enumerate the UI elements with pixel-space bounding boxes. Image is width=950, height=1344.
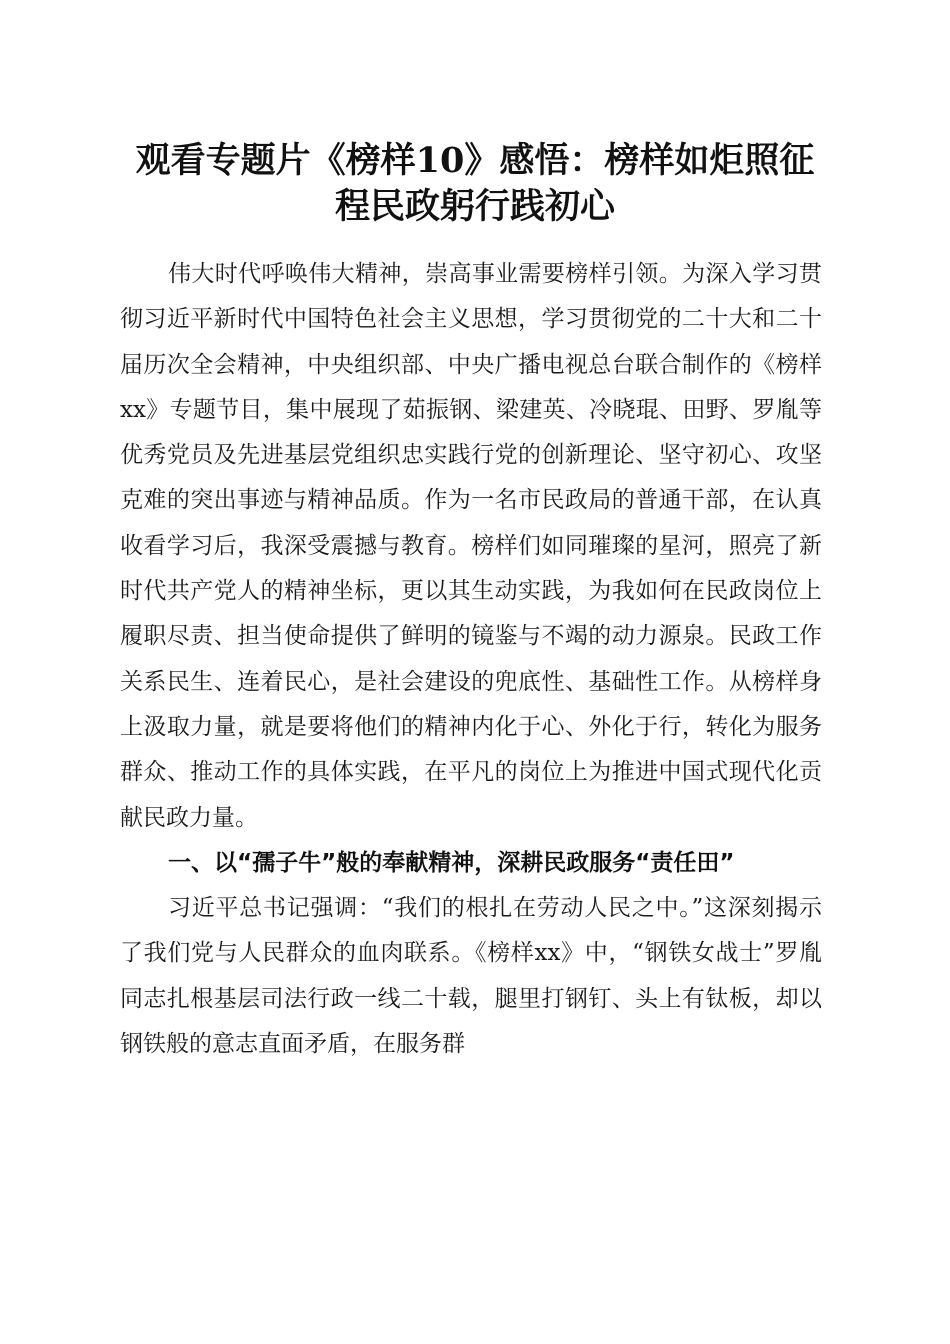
intro-paragraph: 伟大时代呼唤伟大精神，崇高事业需要榜样引领。为深入学习贯彻习近平新时代中国特色社会主义思想，学习贯彻党的二十大和二十届历次全会精神，中央组织部、中央广播电视总台联合制作的《榜样xx》专题节目，集中展现了茹振钢、梁建英、冷晓琨、田野、罗胤等优秀党员及先进基层党组织忠实践行党的创新理论、坚守初心、攻坚克难的突出事迹与精神品质。作为一名市民政局的普通干部，在认真收看学习后，我深受震撼与教育。榜样们如同璀璨的星河，照亮了新时代共产党人的精神坐标，更以其生动实践，为我如何在民政岗位上履职尽责、担当使命提供了鲜明的镜鉴与不竭的动力源泉。民政工作关系民生、连着民心，是社会建设的兜底性、基础性工作。从榜样身上汲取力量，就是要将他们的精神内化于心、外化于行，转化为服务群众、推动工作的具体实践，在平凡的岗位上为推进中国式现代化贡献民政力量。 (120, 261, 822, 831)
title-line-1: 观看专题片《榜样10》感悟：榜样如炬照征 (135, 140, 815, 181)
section-heading-1: 一、以“孺子牛”般的奉献精神，深耕民政服务“责任田” (168, 849, 735, 876)
document-body (120, 252, 822, 1067)
document-title (100, 138, 850, 230)
section-1-paragraph: 习近平总书记强调：“我们的根扎在劳动人民之中。”这深刻揭示了我们党与人民群众的血肉联系。《榜样xx》中，“钢铁女战士”罗胤同志扎根基层司法行政一线二十载，腿里打钢钉、头上有钛板，却以钢铁般的意志直面矛盾，在服务群 (120, 895, 822, 1058)
title-line-2: 程民政躬行践初心 (334, 186, 615, 227)
